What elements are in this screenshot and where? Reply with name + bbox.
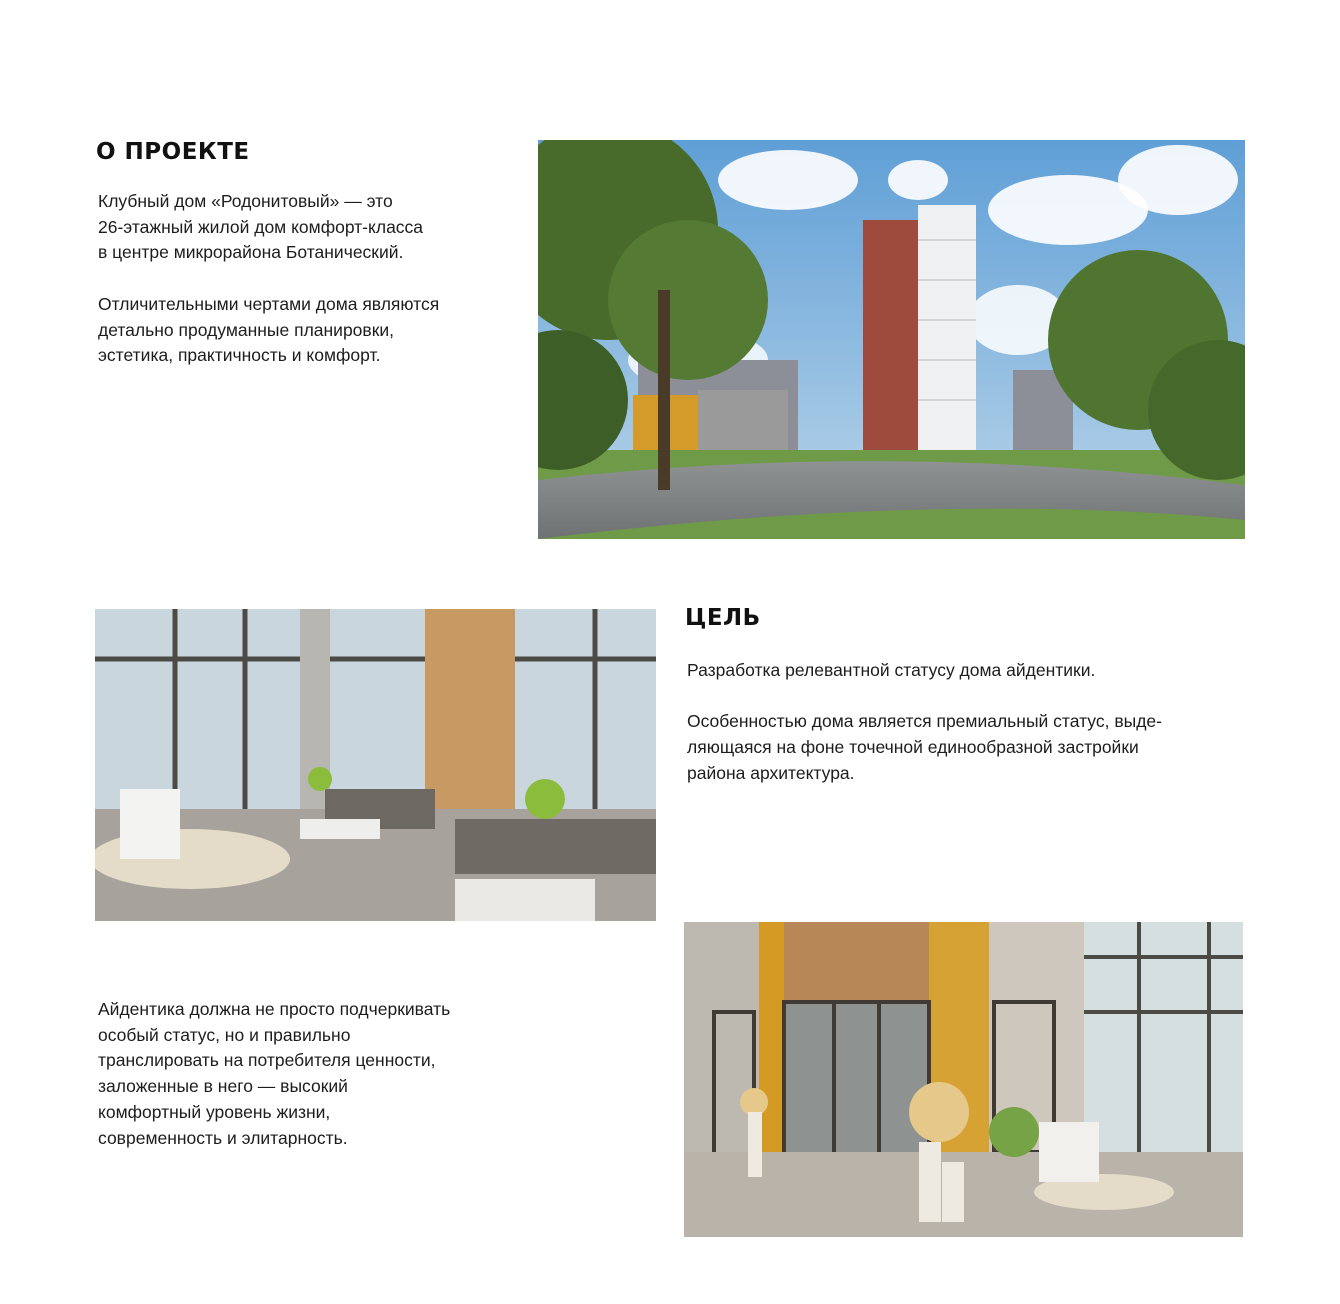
goal-line: ляющаяся на фоне точечной единообразной застройки bbox=[687, 737, 1139, 758]
identity-line: Айдентика должна не просто подчеркивать bbox=[98, 999, 451, 1019]
goal-title: ЦЕЛЬ bbox=[685, 605, 761, 631]
goal-line: Особенностью дома является премиальный статус, выде- bbox=[687, 711, 1162, 732]
identity-line: комфортный уровень жизни, bbox=[98, 1101, 331, 1122]
lobby-render-image bbox=[95, 609, 656, 921]
entrance-render-image bbox=[684, 922, 1243, 1237]
goal-line: района архитектура. bbox=[687, 762, 855, 783]
about-text bbox=[98, 189, 518, 369]
goal-text bbox=[687, 658, 1227, 787]
about-line: в центре микрорайона Ботанический. bbox=[98, 242, 404, 263]
about-line: детально продуманные планировки, bbox=[98, 319, 395, 340]
identity-line: современность и элитарность. bbox=[98, 1127, 348, 1148]
identity-line: заложенные в него — высокий bbox=[98, 1076, 348, 1097]
about-title: О ПРОЕКТЕ bbox=[96, 139, 250, 165]
identity-text bbox=[98, 997, 538, 1151]
exterior-render-image bbox=[538, 140, 1245, 539]
identity-line: транслировать на потребителя ценности, bbox=[98, 1050, 436, 1071]
about-line: 26-этажный жилой дом комфорт-класса bbox=[98, 216, 424, 237]
about-line: эстетика, практичность и комфорт. bbox=[98, 345, 381, 366]
about-line: Отличительными чертами дома являются bbox=[98, 293, 440, 314]
about-line: Клубный дом «Родонитовый» — это bbox=[98, 191, 393, 211]
identity-line: особый статус, но и правильно bbox=[98, 1024, 351, 1045]
goal-line: Разработка релевантной статусу дома айдентики. bbox=[687, 660, 1096, 680]
